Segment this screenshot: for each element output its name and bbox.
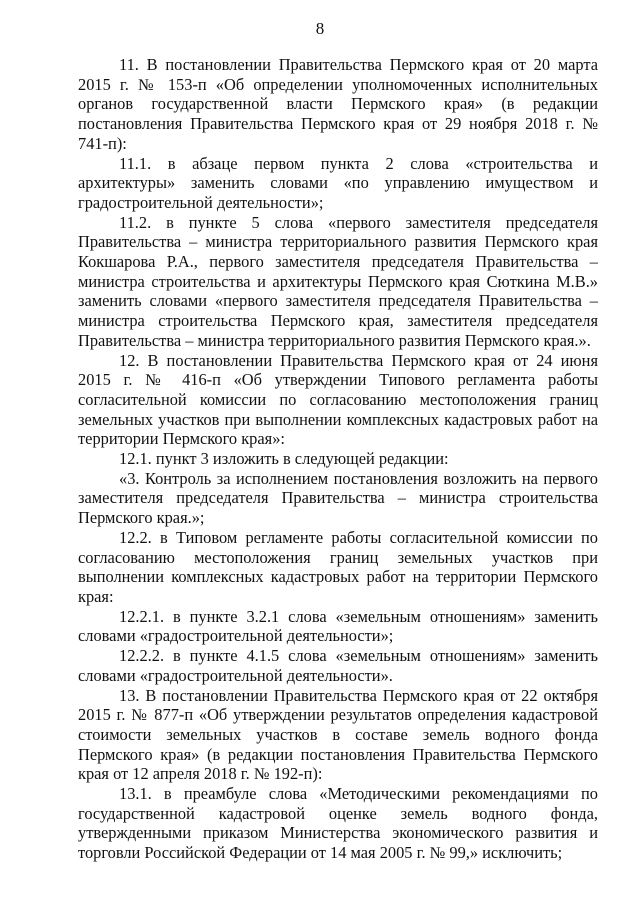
paragraph-13-1: 13.1. в преамбуле слова «Методическими рекомендациями по государственной кадастровой оценке земель водного фонда, утвержденными приказом Министерства экономического развития и торговли Российской Федерации от 14 мая 2005 г. № 99,» исключить; xyxy=(78,784,598,863)
paragraph-11-1: 11.1. в абзаце первом пункта 2 слова «строительства и архитектуры» заменить словами «по управлению имуществом и градостроительной деятельности»; xyxy=(78,153,598,212)
paragraph-11-2: 11.2. в пункте 5 слова «первого заместителя председателя Правительства – министра территориального развития Пермского края Кокшарова Р.А., первого заместителя председателя Правительства – министра строительства и архитектуры Пермского края Сюткина М.В.» заменить словами «первого заместителя председателя Правительства – министра строительства Пермского края, заместителя председателя Правительства – министра территориального развития Пермского края.». xyxy=(78,212,598,350)
paragraph-12-1: 12.1. пункт 3 изложить в следующей редакции: xyxy=(119,449,449,469)
paragraph-12-2: 12.2. в Типовом регламенте работы согласительной комиссии по согласованию местоположения границ земельных участков при выполнении комплексных кадастровых работ на территории Пермского края: xyxy=(78,527,598,606)
page-number: 8 xyxy=(315,19,325,38)
paragraph-12-1-quote: «3. Контроль за исполнением постановления возложить на первого заместителя председателя Правительства – министра строительства Пермского края.»; xyxy=(78,468,598,528)
paragraph-11: 11. В постановлении Правительства Пермского края от 20 марта 2015 г. № 153-п «Об определении уполномоченных исполнительных органов государственной власти Пермского края» (в редакции постановления Правительства Пермского края от 29 ноября 2018 г. № 741-п): xyxy=(78,55,598,153)
paragraph-12-2-1: 12.2.1. в пункте 3.2.1 слова «земельным отношениям» заменить словами «градостроительной деятельности»; xyxy=(78,606,598,646)
paragraph-12: 12. В постановлении Правительства Пермского края от 24 июня 2015 г. № 416-п «Об утверждении Типового регламента работы согласительной комиссии по согласованию местоположения границ земельных участков при выполнении комплексных кадастровых работ на территории Пермского края»: xyxy=(78,350,598,449)
paragraph-13: 13. В постановлении Правительства Пермского края от 22 октября 2015 г. № 877-п «Об утверждении результатов определения кадастровой стоимости земельных участков в составе земель водного фонда Пермского края» (в редакции постановления Правительства Пермского края от 12 апреля 2018 г. № 192-п): xyxy=(78,685,598,784)
document-body xyxy=(78,55,598,863)
paragraph-12-2-2: 12.2.2. в пункте 4.1.5 слова «земельным отношениям» заменить словами «градостроительной деятельности». xyxy=(78,646,598,685)
